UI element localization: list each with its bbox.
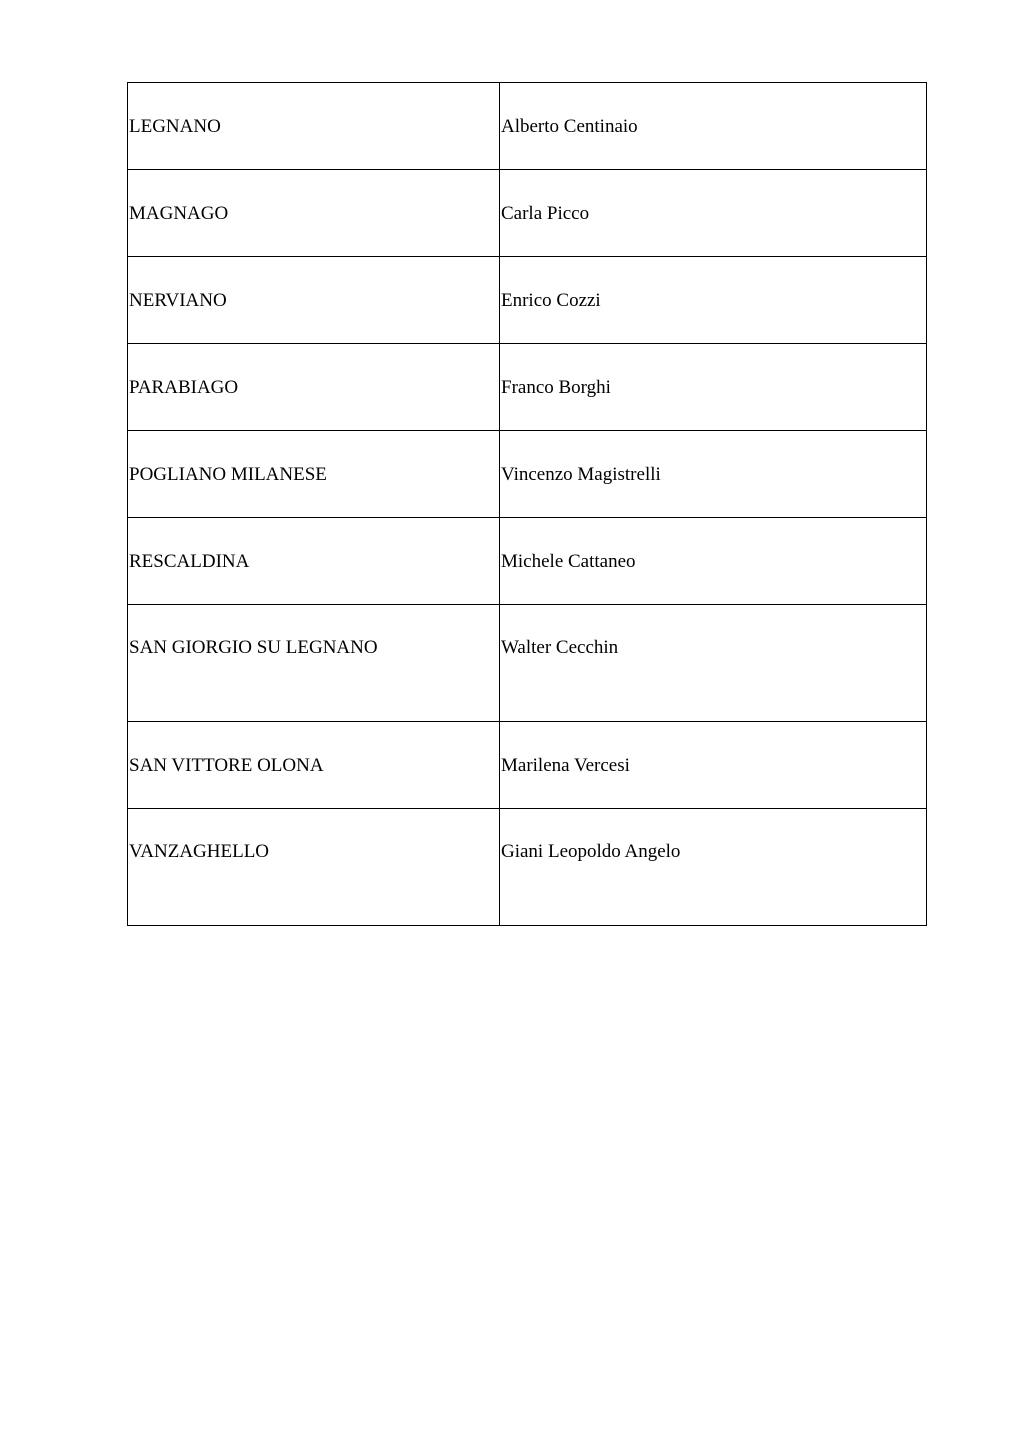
table-row	[128, 518, 927, 605]
person-cell: Marilena Vercesi	[500, 722, 927, 809]
municipality-cell: SAN GIORGIO SU LEGNANO	[128, 605, 500, 722]
table-row	[128, 722, 927, 809]
municipality-cell: MAGNAGO	[128, 170, 500, 257]
person-cell: Giani Leopoldo Angelo	[500, 809, 927, 926]
municipality-table	[127, 82, 927, 926]
person-cell: Carla Picco	[500, 170, 927, 257]
municipality-cell: NERVIANO	[128, 257, 500, 344]
table-row	[128, 83, 927, 170]
municipality-cell: VANZAGHELLO	[128, 809, 500, 926]
person-cell: Michele Cattaneo	[500, 518, 927, 605]
municipality-cell: RESCALDINA	[128, 518, 500, 605]
table-row	[128, 431, 927, 518]
municipality-cell: LEGNANO	[128, 83, 500, 170]
table-row	[128, 344, 927, 431]
person-cell: Enrico Cozzi	[500, 257, 927, 344]
person-cell: Vincenzo Magistrelli	[500, 431, 927, 518]
municipality-cell: POGLIANO MILANESE	[128, 431, 500, 518]
table-row	[128, 257, 927, 344]
municipality-cell: SAN VITTORE OLONA	[128, 722, 500, 809]
municipality-cell: PARABIAGO	[128, 344, 500, 431]
person-cell: Walter Cecchin	[500, 605, 927, 722]
person-cell: Alberto Centinaio	[500, 83, 927, 170]
table-row	[128, 605, 927, 722]
person-cell: Franco Borghi	[500, 344, 927, 431]
table-row	[128, 809, 927, 926]
table-row	[128, 170, 927, 257]
